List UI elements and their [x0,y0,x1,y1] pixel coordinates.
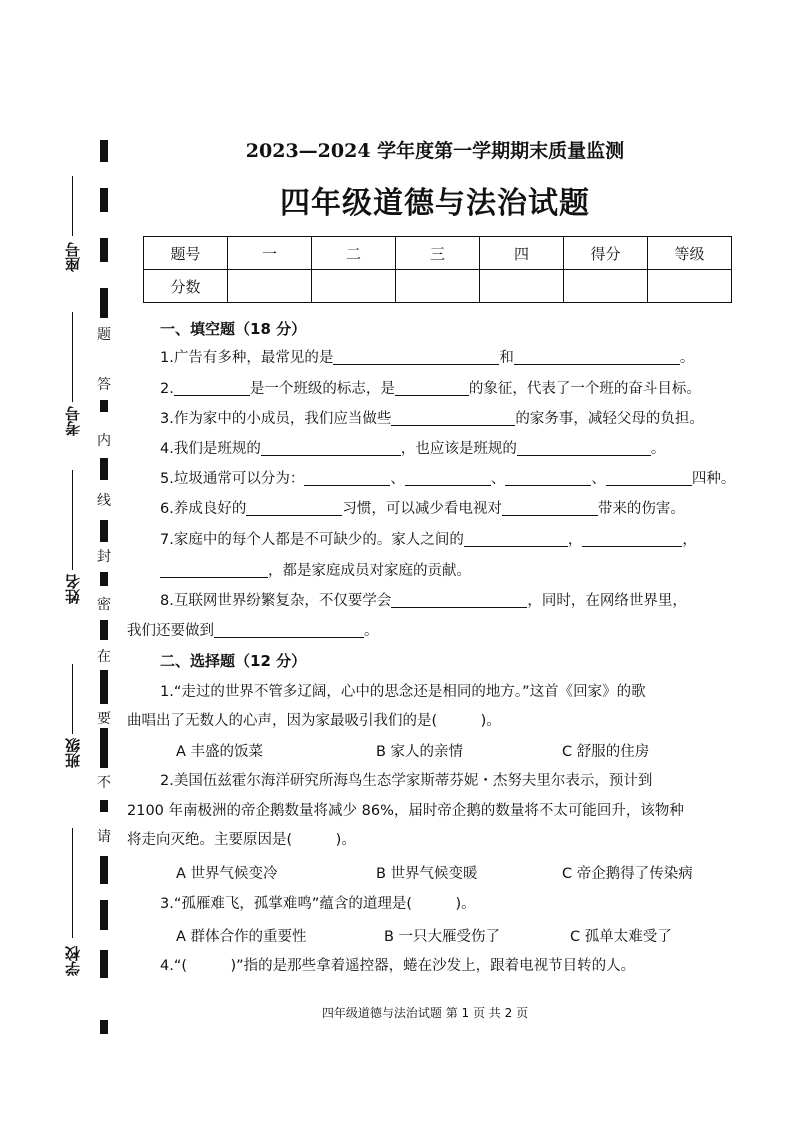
table-header-cell: 二 [312,237,396,270]
question-text: 5.垃圾通常可以分为： [160,471,305,487]
answer-blank[interactable] [391,409,515,426]
table-header-cell: 题号 [144,237,228,270]
answer-blank[interactable] [261,439,401,456]
exam-number-label: 考号 [64,406,82,436]
binding-bar [100,520,108,542]
option-a[interactable]: A 世界气候变冷 [176,866,278,882]
exam-title: 四年级道德与法治试题 [280,186,590,221]
seal-char: 内 [97,433,111,449]
question-text: 习惯，可以减少看电视对 [342,501,502,517]
binding-bar [100,620,108,640]
question-2-3: 3.“孤雁难飞，孤掌难鸣”蕴含的道理是( )。 [160,896,476,912]
option-b[interactable]: B 世界气候变暖 [376,866,478,882]
question-2-2-cont: 将走向灭绝。主要原因是( )。 [127,832,356,848]
name-line[interactable] [72,470,73,570]
question-text: 6.养成良好的 [160,501,247,517]
answer-blank[interactable] [514,348,680,365]
question-2-1: 1.“走过的世界不管多辽阔，心中的思念还是相同的地方。”这首《回家》的歌 [160,684,646,700]
option-c[interactable]: C 帝企鹅得了传染病 [562,866,693,882]
question-1-4 [160,439,750,459]
answer-blank[interactable] [582,530,682,547]
question-1-7 [160,530,750,550]
section1-heading: 一、填空题（18 分） [160,320,307,338]
question-text: 1.广告有多种，最常见的是 [160,350,334,366]
exam-subtitle: 2023—2024 学年度第一学期期末质量监测 [245,140,625,162]
answer-blank[interactable] [391,591,527,608]
score-cell[interactable] [564,270,648,303]
separator: 、 [490,471,506,487]
exam-number-line[interactable] [72,312,73,402]
question-1-2 [160,379,750,399]
binding-bar [100,950,108,978]
score-cell[interactable] [396,270,480,303]
question-text: 。 [650,441,666,457]
binding-bar [100,400,108,412]
question-2-2: 2.美国伍兹霍尔海洋研究所海鸟生态学家斯蒂芬妮・杰努夫里尔表示，预计到 [160,773,653,789]
answer-blank[interactable] [214,621,364,638]
option-b[interactable]: B 一只大雁受伤了 [384,929,501,945]
question-text: 。 [364,623,379,639]
separator: ， [567,532,583,548]
binding-bar [100,900,108,930]
answer-blank[interactable] [395,379,469,396]
seal-char: 答 [97,377,111,393]
separator: ， [682,532,697,548]
question-1-6 [160,499,750,519]
binding-bar [100,670,108,704]
binding-bar [100,1020,108,1034]
score-cell[interactable] [648,270,732,303]
question-text: 和 [499,350,514,366]
answer-blank[interactable] [606,469,692,486]
question-text: 的家务事，减轻父母的负担。 [515,411,704,427]
table-header-cell: 等级 [648,237,732,270]
answer-blank[interactable] [174,379,250,396]
question-1-5 [160,469,750,489]
option-b[interactable]: B 家人的亲情 [376,744,464,760]
question-2-1-cont: 曲唱出了无数人的心声，因为家最吸引我们的是( )。 [127,713,501,729]
question-text: 4.我们是班规的 [160,441,261,457]
answer-blank[interactable] [333,348,499,365]
table-header-cell: 得分 [564,237,648,270]
class-line[interactable] [72,664,73,734]
score-table [143,236,732,303]
binding-bar [100,238,108,262]
page-footer: 四年级道德与法治试题 第 1 页 共 2 页 [321,1006,529,1020]
question-1-1 [160,348,750,368]
binding-bar [100,572,108,586]
question-text: 我们还要做到 [127,623,214,639]
score-cell[interactable] [312,270,396,303]
seal-char: 不 [97,775,111,791]
option-c[interactable]: C 孤单太难受了 [570,929,672,945]
table-header-cell: 一 [228,237,312,270]
answer-blank[interactable] [304,469,390,486]
school-label: 学校 [64,946,82,976]
seal-char: 线 [97,493,111,509]
question-text: ，同时，在网络世界里， [527,593,687,609]
question-1-3 [160,409,750,429]
score-table-row [144,270,732,303]
table-row-label: 分数 [144,270,228,303]
question-text: 8.互联网世界纷繁复杂，不仅要学会 [160,593,392,609]
school-line[interactable] [72,828,73,938]
score-table-header-row [144,237,732,270]
section2-heading: 二、选择题（12 分） [160,652,307,670]
question-1-8 [160,591,750,611]
question-text: ，都是家庭成员对家庭的贡献。 [268,563,471,579]
question-1-8-cont [127,621,717,641]
question-text: 是一个班级的标志，是 [249,381,395,397]
binding-bar [100,728,108,768]
seal-char: 要 [97,711,111,727]
question-2-2-cont: 2100 年南极洲的帝企鹅数量将减少 86%，届时帝企鹅的数量将不太可能回升，该物种 [127,803,684,819]
question-text: 7.家庭中的每个人都是不可缺少的。家人之间的 [160,532,464,548]
class-label: 班级 [64,738,82,768]
question-1-7-cont [160,561,750,581]
score-cell[interactable] [480,270,564,303]
seal-char: 在 [97,649,111,665]
answer-blank[interactable] [517,439,651,456]
binding-bar [100,856,108,884]
question-text: 的象征，代表了一个班的奋斗目标。 [468,381,701,397]
table-header-cell: 三 [396,237,480,270]
seal-char: 请 [97,829,111,845]
question-text: 2. [160,381,174,397]
option-c[interactable]: C 舒服的住房 [562,744,650,760]
score-cell[interactable] [228,270,312,303]
answer-blank[interactable] [464,530,568,547]
table-header-cell: 四 [480,237,564,270]
question-text: ，也应该是班规的 [400,441,517,457]
option-a[interactable]: A 群体合作的重要性 [176,929,307,945]
separator: 、 [591,471,606,487]
answer-blank[interactable] [246,499,342,516]
binding-bar [100,288,108,318]
question-2-4: 4.“( )”指的是那些拿着遥控器，蜷在沙发上，跟着电视节目转的人。 [160,958,636,974]
binding-bar [100,800,108,812]
name-label: 姓名 [64,574,82,604]
answer-blank[interactable] [160,561,268,578]
answer-blank[interactable] [502,499,598,516]
question-text: 四种。 [691,471,736,487]
seal-char: 密 [97,597,111,613]
binding-bar [100,458,108,480]
seal-char: 题 [97,327,111,343]
question-text: 3.作为家中的小成员，我们应当做些 [160,411,392,427]
answer-blank[interactable] [405,469,491,486]
question-text: 带来的伤害。 [597,501,685,517]
seal-char: 封 [97,549,111,565]
option-a[interactable]: A 丰盛的饭菜 [176,744,264,760]
seat-number-label: 座号 [64,242,82,272]
answer-blank[interactable] [505,469,591,486]
question-text: 。 [679,350,695,366]
separator: 、 [390,471,405,487]
